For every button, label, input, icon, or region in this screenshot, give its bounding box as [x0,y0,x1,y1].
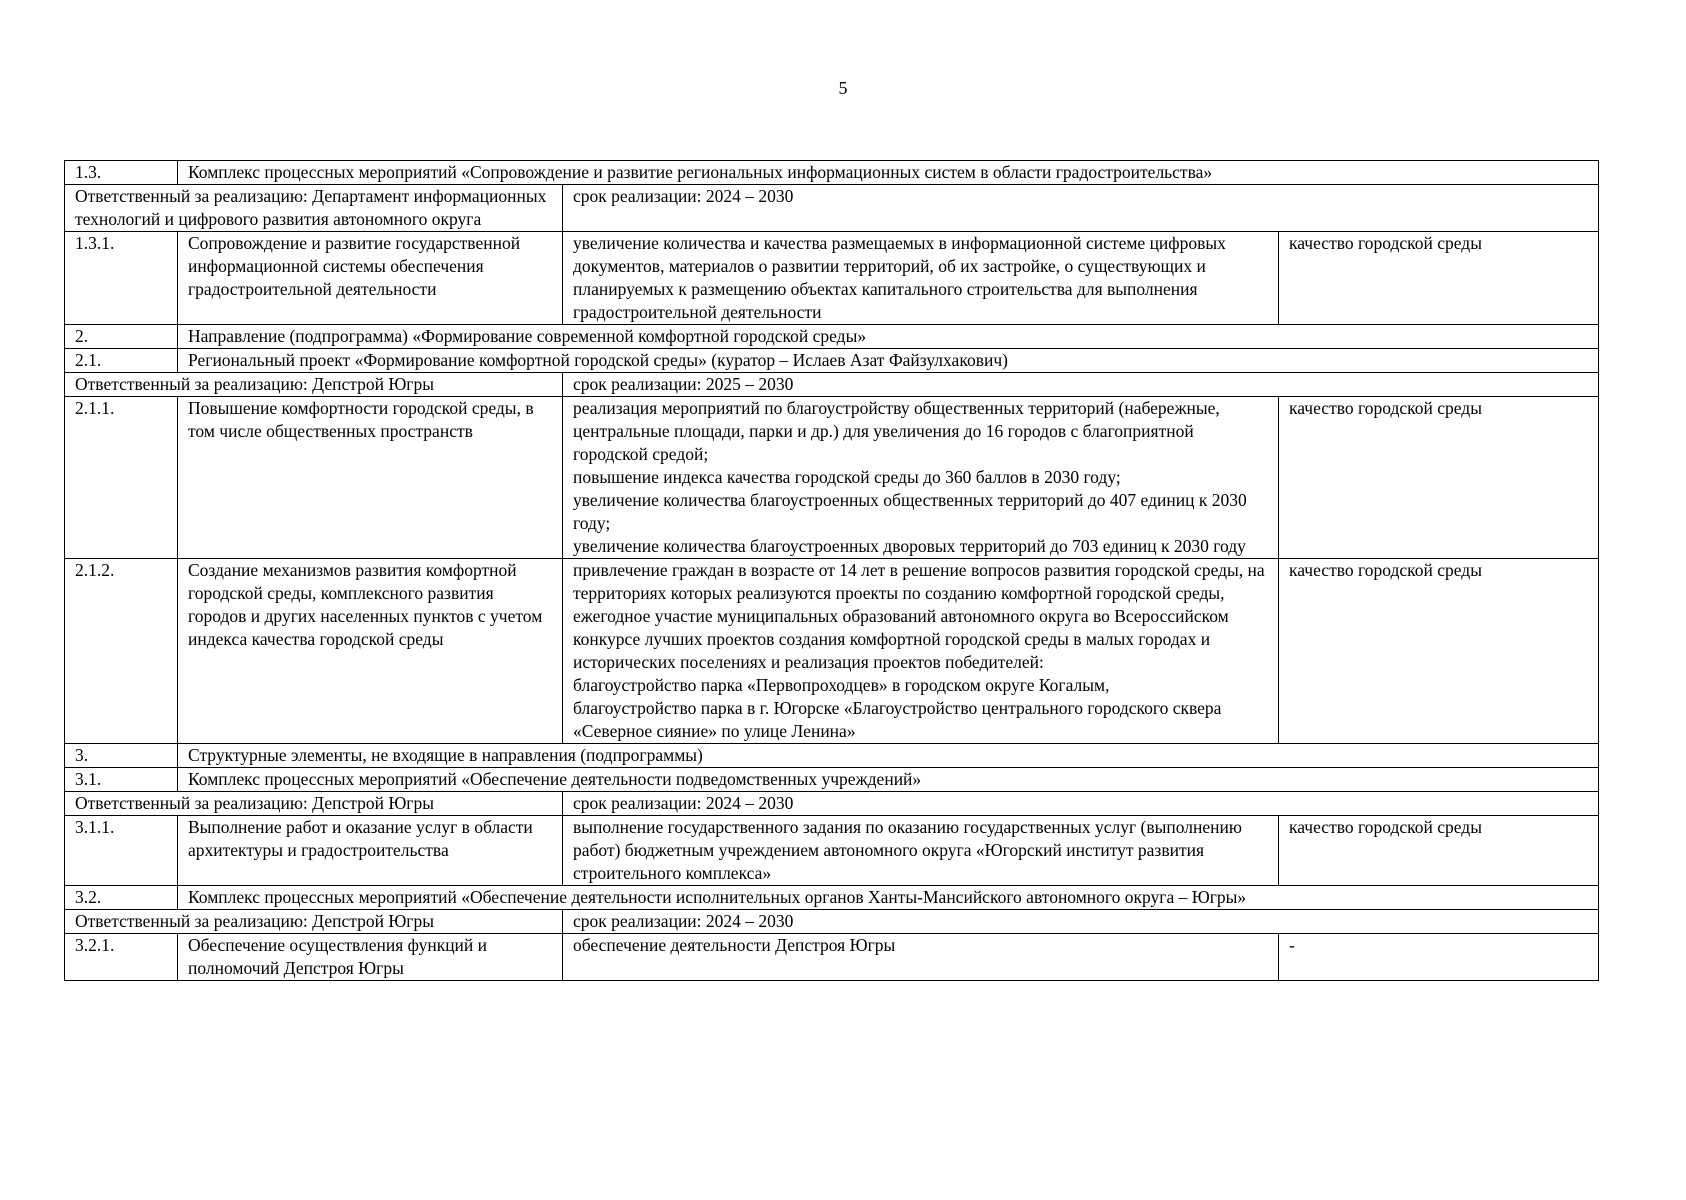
table-row-1-3 [65,161,1599,185]
task-cell: Повышение комфортности городской среды, в том числе общественных пространств [178,397,563,559]
section-title: Комплекс процессных мероприятий «Сопровождение и развитие региональных информационных систем в области градостроительства» [178,161,1599,185]
row-number: 1.3.1. [65,232,178,325]
table-row-2 [65,325,1599,349]
effect-cell: выполнение государственного задания по оказанию государственных услуг (выполнению работ) бюджетным учреждением автономного округа «Югорский институт развития строительного комплекса» [563,816,1279,886]
table-row-3-2 [65,886,1599,910]
section-title: Комплекс процессных мероприятий «Обеспечение деятельности подведомственных учреждений» [178,768,1599,792]
table-row-1-3-1 [65,232,1599,325]
table-row-2-1-1 [65,397,1599,559]
table-row-3-1-1 [65,816,1599,886]
row-number: 2. [65,325,178,349]
indicator-cell: - [1279,934,1599,981]
structure-table [64,160,1599,981]
table-row-2-1-2 [65,559,1599,744]
section-title: Региональный проект «Формирование комфортной городской среды» (куратор – Ислаев Азат Файзулхакович) [178,349,1599,373]
row-number: 3. [65,744,178,768]
row-number: 1.3. [65,161,178,185]
indicator-cell: качество городской среды [1279,232,1599,325]
row-number: 3.1. [65,768,178,792]
effect-cell: увеличение количества и качества размещаемых в информационной системе цифровых документов, материалов о развитии территорий, об их застройке, о существующих и планируемых к размещению объектах капитального строительства для выполнения градостроительной деятельности [563,232,1279,325]
indicator-cell: качество городской среды [1279,559,1599,744]
responsible-cell: Ответственный за реализацию: Депстрой Югры [65,373,563,397]
effect-cell: привлечение граждан в возрасте от 14 лет в решение вопросов развития городской среды, на территориях которых реализуются проекты по созданию комфортной городской среды, ежегодное участие муниципальных образований автономного округа во Всероссийском конкурсе лучших проектов создания комфортной городской среды в малых городах и исторических поселениях и реализация проектов победителей: благоустройство парка «Первопроходцев» в городском округе Когалым, благоустройство парка в г. Югорске «Благоустройство центрального городского сквера «Северное сияние» по улице Ленина» [563,559,1279,744]
table-row-1-3-responsible [65,185,1599,232]
effect-cell: реализация мероприятий по благоустройству общественных территорий (набережные, центральные площади, парки и др.) для увеличения до 16 городов с благоприятной городской средой; повышение индекса качества городской среды до 360 баллов в 2030 году; увеличение количества благоустроенных общественных территорий до 407 единиц к 2030 году; увеличение количества благоустроенных дворовых территорий до 703 единиц к 2030 году [563,397,1279,559]
responsible-cell: Ответственный за реализацию: Депстрой Югры [65,910,563,934]
indicator-cell: качество городской среды [1279,816,1599,886]
effect-cell: обеспечение деятельности Депстроя Югры [563,934,1279,981]
table-row-3 [65,744,1599,768]
task-cell: Создание механизмов развития комфортной городской среды, комплексного развития городов и других населенных пунктов с учетом индекса качества городской среды [178,559,563,744]
row-number: 3.1.1. [65,816,178,886]
row-number: 3.2.1. [65,934,178,981]
section-title: Комплекс процессных мероприятий «Обеспечение деятельности исполнительных органов Ханты-Мансийского автономного округа – Югры» [178,886,1599,910]
responsible-cell: Ответственный за реализацию: Департамент информационных технологий и цифрового развития автономного округа [65,185,563,232]
indicator-cell: качество городской среды [1279,397,1599,559]
task-cell: Выполнение работ и оказание услуг в области архитектуры и градостроительства [178,816,563,886]
table-row-2-1-responsible [65,373,1599,397]
responsible-cell: Ответственный за реализацию: Депстрой Югры [65,792,563,816]
task-cell: Обеспечение осуществления функций и полномочий Депстроя Югры [178,934,563,981]
row-number: 2.1. [65,349,178,373]
term-cell: срок реализации: 2024 – 2030 [563,792,1599,816]
term-cell: срок реализации: 2024 – 2030 [563,185,1599,232]
table-row-3-2-1 [65,934,1599,981]
table-row-3-2-responsible [65,910,1599,934]
table-row-2-1 [65,349,1599,373]
row-number: 3.2. [65,886,178,910]
row-number: 2.1.1. [65,397,178,559]
section-title: Направление (подпрограмма) «Формирование современной комфортной городской среды» [178,325,1599,349]
section-title: Структурные элементы, не входящие в направления (подпрограммы) [178,744,1599,768]
term-cell: срок реализации: 2024 – 2030 [563,910,1599,934]
table-row-3-1 [65,768,1599,792]
row-number: 2.1.2. [65,559,178,744]
table-row-3-1-responsible [65,792,1599,816]
page-number: 5 [838,78,848,98]
term-cell: срок реализации: 2025 – 2030 [563,373,1599,397]
task-cell: Сопровождение и развитие государственной информационной системы обеспечения градостроительной деятельности [178,232,563,325]
